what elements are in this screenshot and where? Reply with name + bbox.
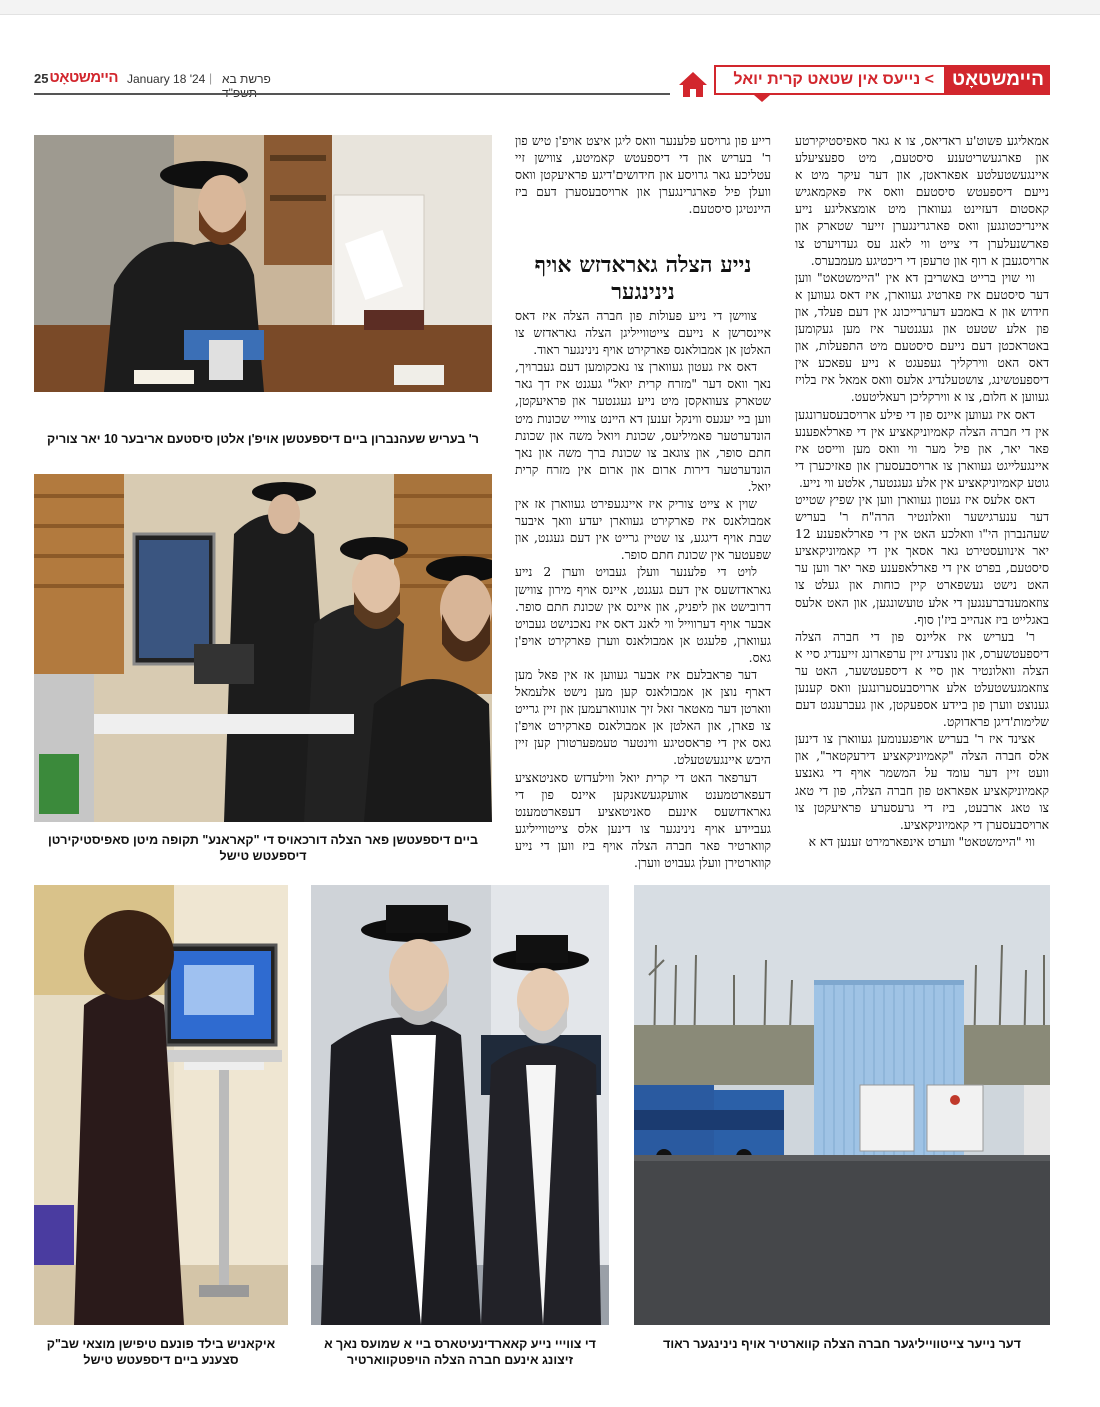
- motzei-shabbos-dispatch-photo: [34, 885, 288, 1325]
- article-paragraph: אמאליגע פשוט'ע ראדיאס, צו א גאר סאפיסטיקירטע און פארגעשריטענע סיסטעם, מיט ספעציעלע איינגעשטעלטע אפאראטן, און דער עיקר מיט א נייעם דיספעטש סיסטעם וואס איז פאקמאגיש קאסטום דעזיינט געווארן מיט אומצאליגע נייע איינריכטונגען וואס פארגרינגערן זייער שטארק און פארשנעלערן די צייט ווי לאנג עס געדויערט צו ארויסגעבן א רוף און טרעפן די ריכטיגע מעמבערס.: [795, 134, 1049, 268]
- ninninger-garage-photo: [634, 885, 1050, 1325]
- photo3-caption: איקאניש בילד פונעם טיפישן מוצאי שב"ק סצענע ביים דיספעטש טישל: [46, 1337, 276, 1367]
- dispatch-station-corona-photo: [34, 474, 492, 822]
- section-breadcrumb[interactable]: > נייעס אין שטאט קרית יואל: [714, 65, 946, 95]
- photo2-caption: ביים דיספעטשן פאר הצלה דורכאויס די "קאראנע" תקופה מיטן סאפיסטיקירטן דיספעטש טישל: [47, 833, 479, 863]
- photo4-caption: די צווייי נייע קאארדינעיטארס ביי א שמועס נאך א זיצונג אינעם חברה הצלה הויפטקווארטיר: [324, 1337, 596, 1367]
- article-paragraph: דאס איז געווען איינס פון די פילע ארויסבעסערונגען אין די חברה הצלה קאמיוניקאציע אין די פארלאפענע פאר יאר, און פיל מער ווי וואס מען ווייסט איז איינגעלייגט געווארן צו ארויסבעסערן און פאזיכערן די גוטע קאמיוניקאציע אין אלע געגנטער, אלטע ווי נייע.: [795, 407, 1049, 490]
- article-paragraph: דערפאר האט די קרית יואל ווילעדזש סאניטאציע דעפארטמענט אוועקגעשאנקען איינס פון די גאראדזשעס אינעם סאניטאציע דעפארטמענט געביידע אויף נינינגער צו דינען אלס צייטווייליגע קווארטיר פאר חברה הצלה אויף ביז ווען די נייע קווארטירן וועלן געבויט ווערן.: [515, 770, 771, 870]
- section-logo: היימשטאָט: [946, 65, 1050, 95]
- issue-date: January 18 '24: [127, 72, 206, 86]
- article-column-right: [795, 133, 1049, 851]
- article-paragraph: דאס אלעס איז געטון געווארן ווען אין שפיץ שטייט דער ענערגישער וואלונטיר הרה"ח ר' בעריש שעהנברון הי"ו וואלכע האט אין די פארלאפענע 12 יאר אינוועסטירט גאר אסאך אין די קאמיוניקאציע סיסטעם, בפרט אין די פארלאפענע פאר יאר ווען ער האט נישט געשפארט קיין כוחות און געלט צו צוזאמענדברענגען די אלע טועשונגען, און האט אלעס באגלייט ביז אנהייב ביז'ן סוף.: [795, 492, 1049, 627]
- header-separator: |: [209, 71, 213, 85]
- small-logo: היימשטאָט: [49, 69, 118, 86]
- dispatcher-old-desk-photo: [34, 135, 492, 392]
- article-column-left: [515, 308, 771, 872]
- article-column-left-intro: [515, 133, 771, 218]
- article-paragraph: שוין א צייט צוריק איז איינגעפירט געווארן אז אין אמבולאנס איז פארקירט געווארן יעדע וואך איבער שבת אויף דיגגע, צו שטיין גרייט אין דעם געגנט, און שפעטער אין שכונת חתם סופר.: [515, 497, 771, 563]
- article-paragraph: לויט די פלענער וועלן געבויט ווערן 2 נייע גאראדזשעס אין דעם געגנט, איינס אויף מירון צווישן דרובישט און ליפניק, און איינס אין שכונת חתם סופר. אבער אויף דערווייל ווי לאנג דאס איז נאכנישט געבויט געווארן, פלעגט אן אמבולאנס ווערן פארקירט אויפ'ן גאס.: [515, 565, 771, 665]
- two-coordinators-photo: [311, 885, 609, 1325]
- photo1-caption: ר' בעריש שעהנברון ביים דיספעטשן אויפ'ן אלטן סיסטעם אריבער 10 יאר צוריק: [47, 432, 479, 446]
- article-paragraph: ר' בעריש איז אליינס פון די חברה הצלה דיספעטשערס, און נוצנדיג זיין ערפארונג זייענדיג סיי א הצלה וואלונטיר און סיי א דיספעטשער, האט ער צוזאמגעשטעלט אלע ארויסבעסערונגען וואס קענען גענוצט ווערן פון ביידע אספעקטן, און געברענגט דעם שלימות'דיגן פראדוקט.: [795, 629, 1049, 730]
- page-number: 25: [34, 71, 49, 86]
- header-rule: [34, 93, 670, 95]
- article-paragraph: צווישן די נייע פעולות פון חברה הצלה איז דאס איינסרשן א נייעם צייטווייליגן הצלה גאראדזש צו האלטן אן אמבולאנס פארקירט אויף נינינגער ראוד.: [515, 309, 771, 358]
- article-paragraph: דאס איז געטון געווארן צו נאכקומען דעם געברויך, נאך וואס דער "מזרח קרית יואל" געגנט איז דך גאר שטארק צעוואקסן מיט נייע געגנטער און פראיעקטן, ווען ביי יעגעס ווינקל זענען דא היינט צווייי שכונות מיט הונדערטער פאמיליעס, שכונת ויואל משה און שכונת חתם סופר, און צוגאב צו שכונת ברך משה און נאך הונדערטער דירות ארום און ארום אין מזרח קרית יואל.: [515, 360, 771, 494]
- article-paragraph: אצינד איז ר' בעריש אויפגענומען געווארן צו דינען אלס חברה הצלה "קאמיוניקאציע דירעקטאר", און וועט זיין דער עומד על המשמר אויף די גאנצע קאמיוניקאציע אפאראט פון חברה הצלה, פון די טאג צו טאג ארבעט, ביז די גרעסערע פראיעקטן צו ארויסבעסערן די קאמיוניקאציע.: [795, 732, 1049, 832]
- photo5-caption: דער נייער צייטווייליגער חברה הצלה קווארטיר אויף נינינגער ראוד: [663, 1337, 1021, 1351]
- article-paragraph: דער פראבלעם איז אבער געווען אז אין פאל מען דארף נוצן אן אמבולאנס קען מען נישט אלעמאל ווארטן דער מאטאר זאל זיך אונווארעמען און זיין גרייט צו פארן, און האלטן אן אמבולאנס פארקירט אויפ'ן גאס אין די פראסטיגע ווינטער טעמפערטורן קען זיין היבש איינגעשטעלט.: [515, 667, 771, 768]
- article-paragraph: ווי שוין ברייט באשריבן דא אין "היימשטאט" ווען דער סיסטעם איז פארטיג געווארן, איז דאס געווען א חידוש און א באמבע דערגרייכונג אין דעם פעלד, און פון אלע שטעט און געגנטער איז מען געקומען באטראכטן דעם נייעם סיסטעם מיט התפעלות, און דאס האט ווירקליך געפעגט א נייע עפאכע אין דיספעטשינג, צושטעלנדיג אלעס וואס אמאל איז בלויז געווען א חלום, צו א ווירקליכן רעאליטעט.: [795, 270, 1049, 405]
- article-headline: נייע הצלה גאראדזש אויף נינינגער: [534, 252, 752, 305]
- top-strip: [0, 0, 1100, 15]
- breadcrumb-pointer: [754, 95, 770, 102]
- article-paragraph: ווי "היימשטאט" ווערט אינפארמירט זענען דא א: [808, 834, 1035, 849]
- parsha-label: פרשת בא: [222, 72, 271, 86]
- article-paragraph: רייע פון גרויסע פלענער וואס ליגן איצט אויפ'ן טיש פון ר' בעריש און די דיספעטש קאמיטע, צווישן זיי עטליכע גאר גרויסע און חידושים'דיגע פראיעקטן וואס וועלן פיל פארגרינגערן און ארויסבעסערן דעם ביז היינטיגן סיסטעם.: [515, 134, 771, 217]
- home-icon[interactable]: [678, 70, 708, 98]
